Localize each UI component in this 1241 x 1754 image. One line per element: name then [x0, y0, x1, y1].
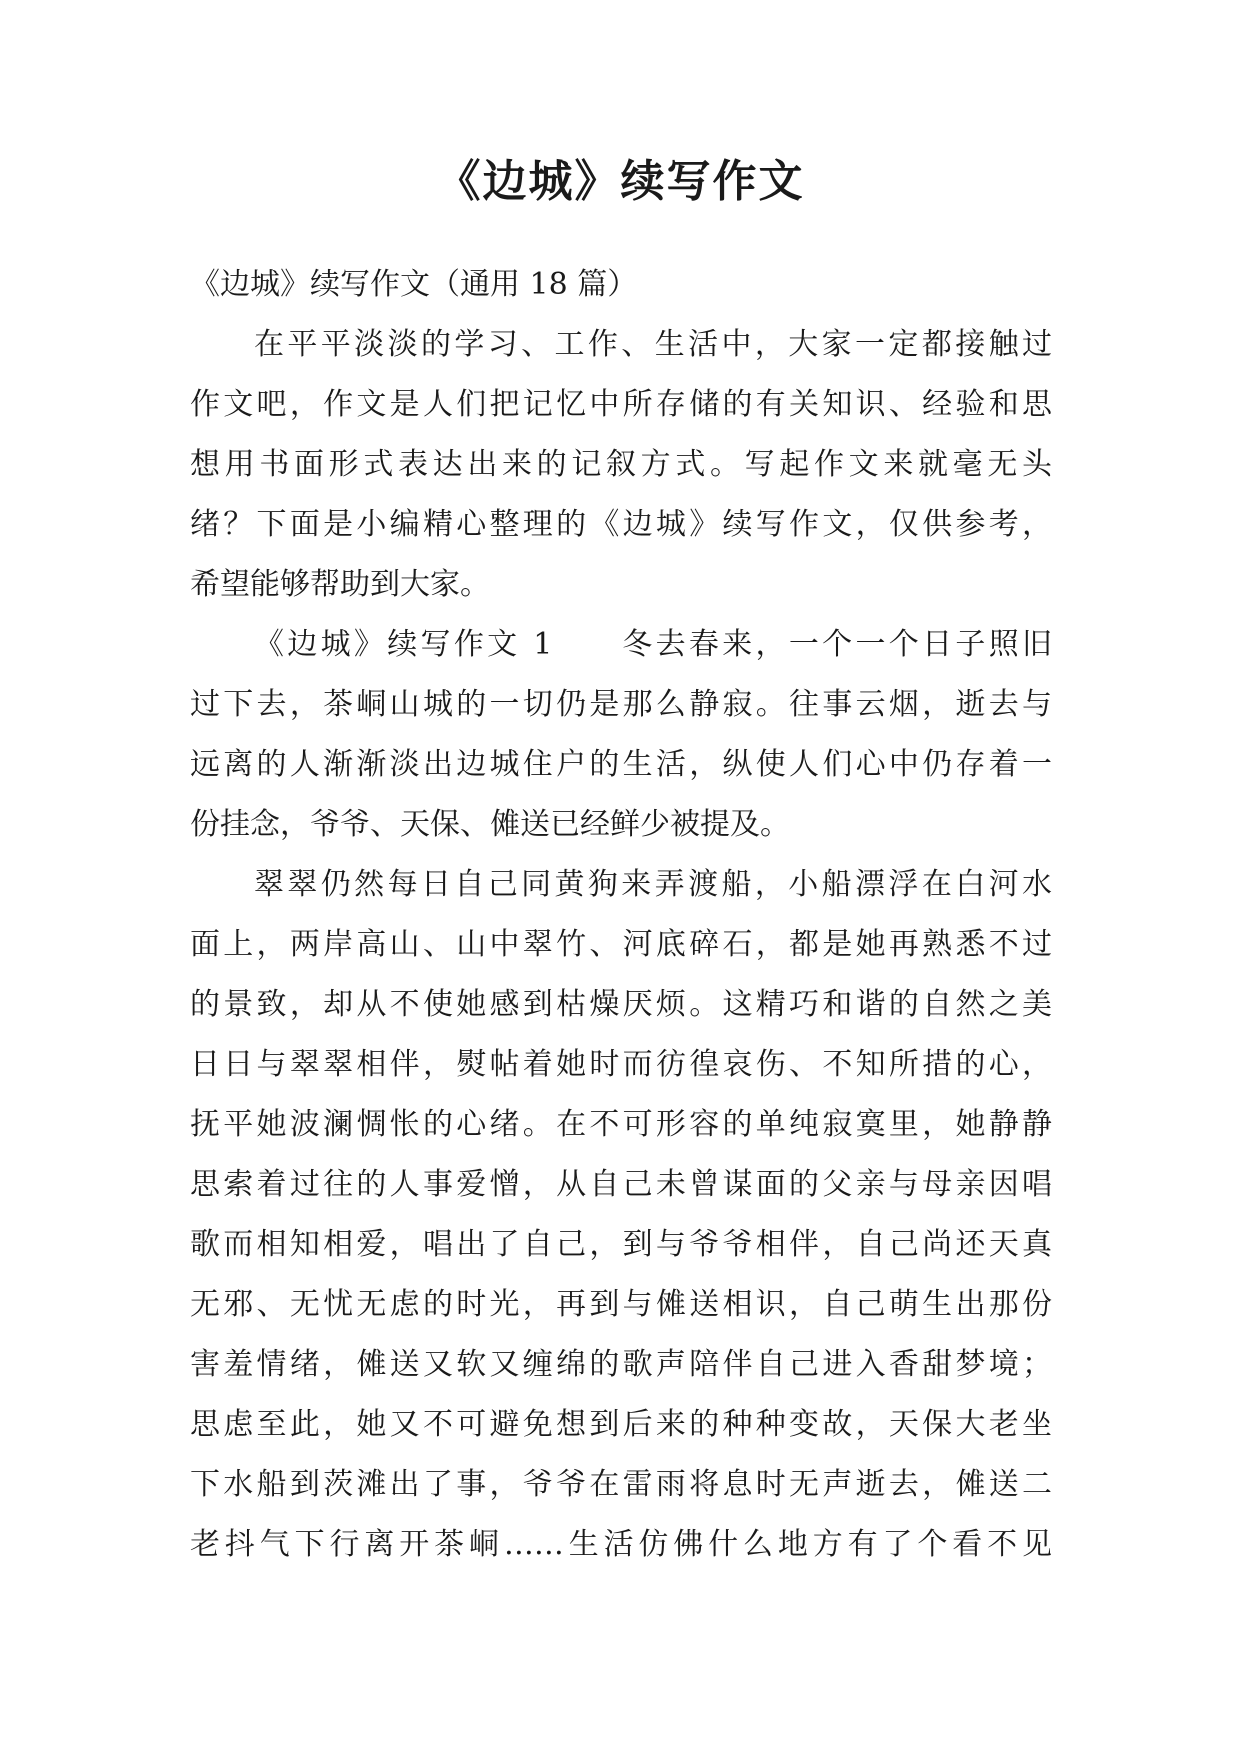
- paragraph-line: 无邪、无忧无虑的时光，再到与傩送相识，自己萌生出那份: [190, 1287, 1052, 1322]
- document-title: 《边城》续写作文: [436, 156, 805, 207]
- document-body: [190, 255, 1052, 1575]
- paragraph-line: 歌而相知相爱，唱出了自己，到与爷爷相伴，自己尚还天真: [190, 1227, 1052, 1262]
- paragraph-line: 过下去，茶峒山城的一切仍是那么静寂。往事云烟，逝去与: [190, 687, 1052, 722]
- paragraph-line: 在平平淡淡的学习、工作、生活中，大家一定都接触过: [254, 327, 1052, 362]
- paragraph-line: 份挂念，爷爷、天保、傩送已经鲜少被提及。: [190, 807, 790, 842]
- subtitle-line: 《边城》续写作文（通用 18 篇）: [190, 267, 638, 302]
- paragraph-line: 下水船到茨滩出了事，爷爷在雷雨将息时无声逝去，傩送二: [190, 1467, 1052, 1502]
- paragraph-line: 害羞情绪，傩送又软又缠绵的歌声陪伴自己进入香甜梦境；: [190, 1347, 1052, 1382]
- paragraph-line: 日日与翠翠相伴，熨帖着她时而彷徨哀伤、不知所措的心，: [190, 1047, 1052, 1082]
- paragraph-line: 作文吧，作文是人们把记忆中所存储的有关知识、经验和思: [190, 387, 1052, 422]
- paragraph-line: 远离的人渐渐淡出边城住户的生活，纵使人们心中仍存着一: [190, 747, 1052, 782]
- paragraph-line: 思虑至此，她又不可避免想到后来的种种变故，天保大老坐: [190, 1407, 1052, 1442]
- paragraph-line: 想用书面形式表达出来的记叙方式。写起作文来就毫无头: [190, 447, 1052, 482]
- paragraph-line: 《边城》续写作文 1 冬去春来，一个一个日子照旧: [254, 627, 1052, 662]
- paragraph-line: 翠翠仍然每日自己同黄狗来弄渡船，小船漂浮在白河水: [254, 867, 1052, 902]
- paragraph-line: 的景致，却从不使她感到枯燥厌烦。这精巧和谐的自然之美: [190, 987, 1052, 1022]
- paragraph-line: 面上，两岸高山、山中翠竹、河底碎石，都是她再熟悉不过: [190, 927, 1052, 962]
- paragraph-line: 抚平她波澜惆怅的心绪。在不可形容的单纯寂寞里，她静静: [190, 1107, 1052, 1142]
- paragraph-line: 希望能够帮助到大家。: [190, 567, 490, 602]
- paragraph-line: 绪？下面是小编精心整理的《边城》续写作文，仅供参考，: [190, 507, 1052, 542]
- paragraph-line: 思索着过往的人事爱憎，从自己未曾谋面的父亲与母亲因唱: [190, 1167, 1052, 1202]
- paragraph-line: 老抖气下行离开茶峒……生活仿佛什么地方有了个看不见: [190, 1527, 1052, 1562]
